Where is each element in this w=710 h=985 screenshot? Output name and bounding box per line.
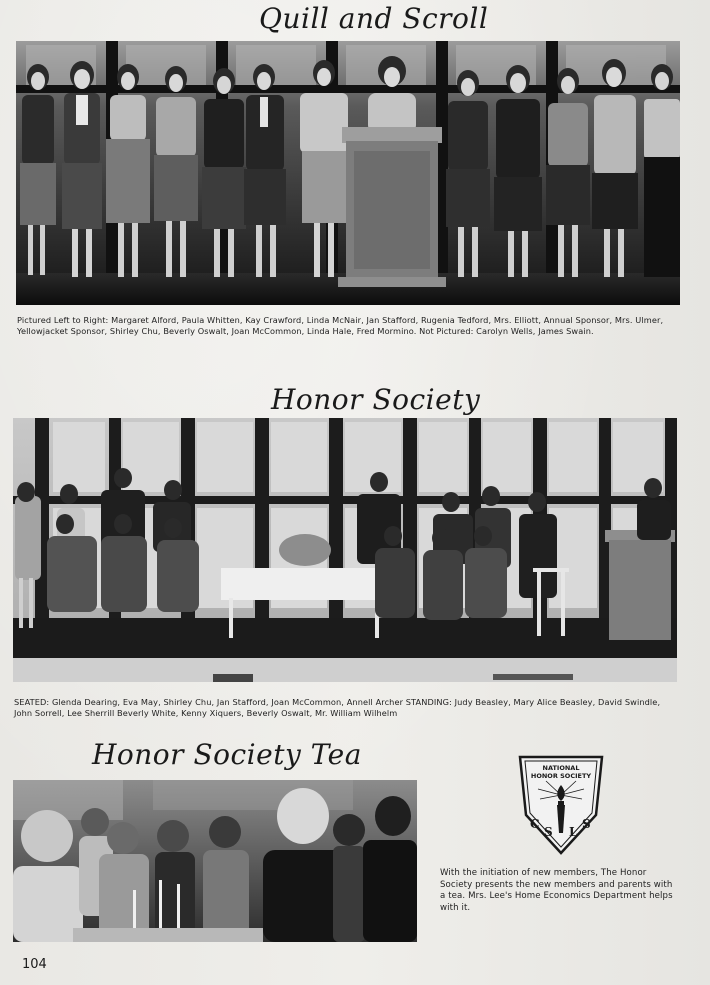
- honor-society-tea-caption: With the initiation of new members, The Honor Society presents the new members and parents with a tea. Mrs. Lee's Home Economics Department helps with it.: [440, 868, 673, 913]
- emblem-letter-3: L: [569, 825, 578, 839]
- honor-society-photo: [13, 418, 677, 682]
- honor-society-title: Honor Society: [271, 383, 481, 416]
- emblem-letter-4: S: [582, 817, 591, 831]
- page-number: 104: [22, 957, 47, 972]
- emblem-letter-1: C: [530, 817, 540, 831]
- quill-scroll-photo: [16, 41, 680, 305]
- emblem-line1: NATIONAL: [542, 764, 580, 772]
- quill-scroll-caption: Pictured Left to Right: Margaret Alford, Paula Whitten, Kay Crawford, Linda McNair, Jan Stafford, Rugenia Tedford, Mrs. Elliott, Annual Sponsor, Mrs. Ulmer, Yellowjacket Sponsor, Shirley Chu, Beverly Oswalt, Joan McCommon, Linda Hale, Fred Mormino. Not Pictured: Carolyn Wells, James Swain.: [17, 315, 664, 336]
- honor-society-caption: SEATED: Glenda Dearing, Eva May, Shirley Chu, Jan Stafford, Joan McCommon, Annell Archer STANDING: Judy Beasley, Mary Alice Beasley, David Swindle, John Sorrell, Lee Sherrill Beverly White, Kenny Xiquers, Beverly Oswalt, Mr. William Wilhelm: [14, 697, 661, 718]
- honor-society-tea-title: Honor Society Tea: [92, 738, 362, 771]
- honor-society-tea-photo: [13, 780, 417, 942]
- quill-scroll-title: Quill and Scroll: [259, 2, 489, 35]
- emblem-line2: HONOR SOCIETY: [530, 772, 592, 780]
- national-honor-society-emblem: [518, 755, 604, 855]
- emblem-letter-2: S: [544, 825, 553, 839]
